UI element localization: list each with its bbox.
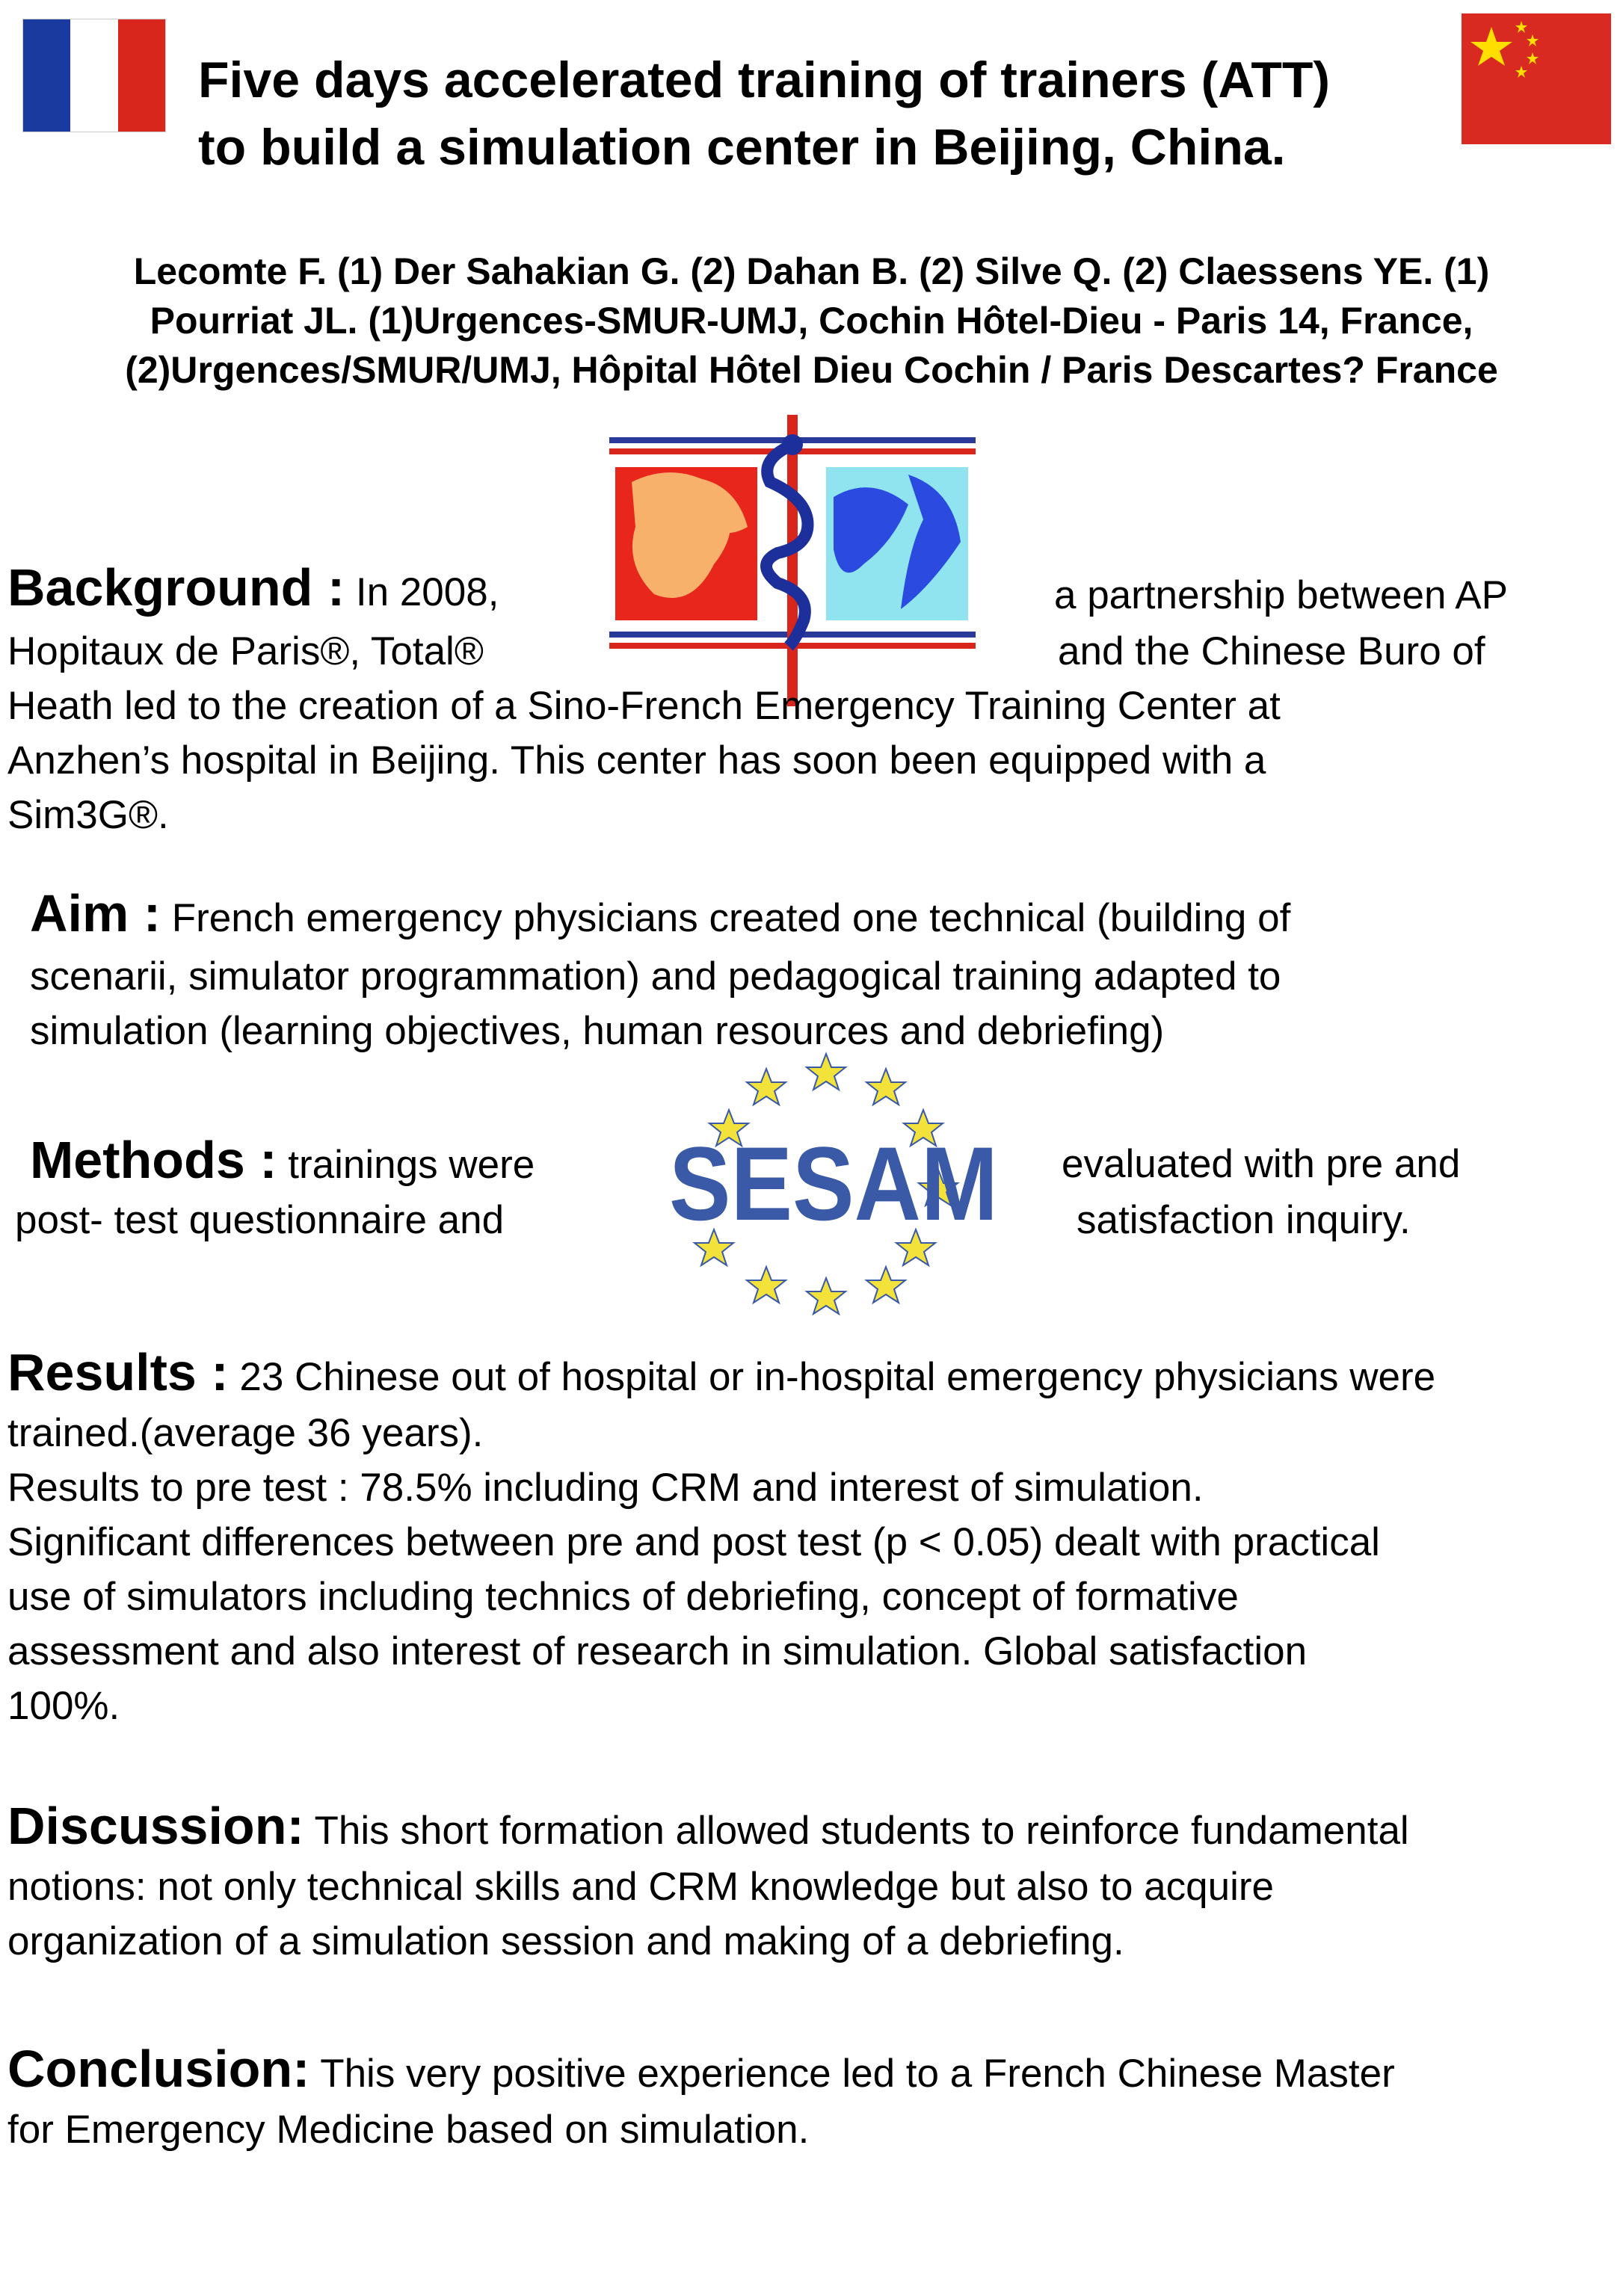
authors-line: (2)Urgences/SMUR/UMJ, Hôpital Hôtel Dieu Cochin / Paris Descartes? France: [125, 349, 1498, 391]
sesam-logo: [658, 1046, 1009, 1315]
discussion-heading: Discussion:: [7, 1797, 304, 1855]
france-flag-icon: [22, 19, 166, 132]
china-flag-icon: [1462, 13, 1611, 144]
conclusion-line-1: [7, 2042, 1395, 2101]
authors-block: [0, 247, 1623, 395]
sesam-logo-text: SESAM: [669, 1125, 998, 1242]
poster-title: [198, 46, 1469, 181]
background-text: a partnership between AP: [1054, 573, 1508, 617]
methods-text: evaluated with pre and: [1062, 1142, 1461, 1186]
results-text: trained.(average 36 years).: [7, 1411, 484, 1455]
aim-text: French emergency physicians created one technical (building of: [171, 896, 1291, 940]
authors-line: Lecomte F. (1) Der Sahakian G. (2) Dahan B. (2) Silve Q. (2) Claessens YE. (1): [133, 250, 1490, 292]
methods-line-1: [30, 1133, 535, 1192]
results-text: 100%.: [7, 1684, 120, 1728]
results-text: use of simulators including technics of debriefing, concept of formative: [7, 1575, 1239, 1619]
results-text: assessment and also interest of research in simulation. Global satisfaction: [7, 1629, 1308, 1673]
methods-heading: Methods :: [30, 1131, 277, 1189]
discussion-text: This short formation allowed students to reinforce fundamental: [314, 1809, 1409, 1853]
background-line-1: [7, 558, 499, 620]
background-text: In 2008,: [355, 570, 499, 614]
discussion-text: organization of a simulation session and making of a debriefing.: [7, 1919, 1124, 1963]
conclusion-text: for Emergency Medicine based on simulation.: [7, 2108, 810, 2152]
discussion-line-1: [7, 1799, 1409, 1858]
background-text: Hopitaux de Paris®, Total®: [7, 629, 484, 673]
authors-line: Pourriat JL. (1)Urgences-SMUR-UMJ, Cochin Hôtel-Dieu - Paris 14, France,: [150, 300, 1473, 342]
aim-text: scenarii, simulator programmation) and pedagogical training adapted to: [30, 954, 1281, 999]
results-text: Results to pre test : 78.5% including CRM and interest of simulation.: [7, 1466, 1204, 1510]
aim-heading: Aim :: [30, 884, 161, 942]
aim-text: simulation (learning objectives, human resources and debriefing): [30, 1009, 1165, 1053]
results-text: 23 Chinese out of hospital or in-hospital emergency physicians were: [239, 1355, 1436, 1399]
title-line: to build a simulation center in Beijing, China.: [198, 119, 1286, 176]
discussion-text: notions: not only technical skills and CRM knowledge but also to acquire: [7, 1865, 1274, 1909]
ap-hp-logo: [609, 415, 991, 706]
methods-text: post- test questionnaire and: [15, 1198, 505, 1242]
background-text: and the Chinese Buro of: [1058, 629, 1485, 673]
background-heading: Background :: [7, 558, 345, 617]
background-text: Sim3G®.: [7, 793, 169, 837]
conclusion-text: This very positive experience led to a French Chinese Master: [320, 2052, 1395, 2096]
results-text: Significant differences between pre and post test (p < 0.05) dealt with practical: [7, 1520, 1380, 1564]
background-text: Anzhen’s hospital in Beijing. This center has soon been equipped with a: [7, 738, 1266, 783]
background-text: Heath led to the creation of a Sino-French Emergency Training Center at: [7, 684, 1281, 728]
methods-text: satisfaction inquiry.: [1077, 1198, 1411, 1242]
results-line-1: [7, 1345, 1435, 1404]
conclusion-heading: Conclusion:: [7, 2040, 310, 2098]
title-line: Five days accelerated training of trainers (ATT): [198, 52, 1331, 108]
results-heading: Results :: [7, 1343, 229, 1401]
methods-text: trainings were: [288, 1143, 535, 1187]
aim-line-1: [30, 886, 1290, 945]
